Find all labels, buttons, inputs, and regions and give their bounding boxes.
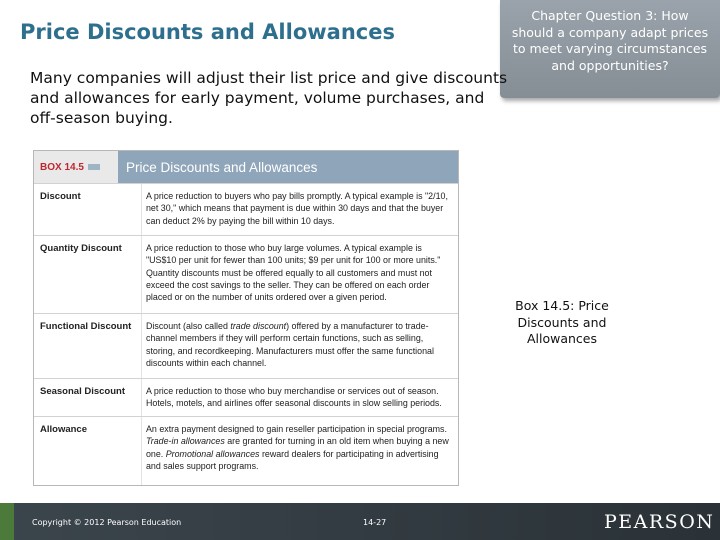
- intro-paragraph: Many companies will adjust their list price and give discounts and allowances for early payment, volume purchases, and off-season buying.: [30, 69, 508, 127]
- row-definition-text: are granted for turning in an old item when buying a new one.: [146, 436, 449, 459]
- row-definition-text: An extra payment designed to gain reseller participation in special programs.: [146, 424, 447, 434]
- box-caption: Box 14.5: Price Discounts and Allowances: [515, 298, 609, 346]
- copyright-text: Copyright © 2012 Pearson Education: [32, 518, 182, 527]
- row-definition: [142, 417, 458, 485]
- row-definition-italic: Trade-in allowances: [146, 436, 225, 447]
- row-term: Allowance: [34, 417, 142, 485]
- box-row-quantity-discount: [34, 235, 458, 313]
- row-definition: A price reduction to those who buy large volumes. A typical example is "US$10 per unit for fewer than 100 units; $9 per unit for 100 or more units." Quantity discounts must be offered equally to all customers and must not exceed the cost savings to the seller. They can be offered on each order placed or on the number of units ordered over a given period.: [146, 243, 441, 303]
- row-term: Discount: [34, 184, 142, 235]
- row-definition-text: ) offered by a manufacturer to trade-channel members if they will perform certain functions, such as selling, storing, and recordkeeping. Manufacturers must offer the same functional discounts within each channel.: [146, 321, 434, 368]
- box-row-allowance: [34, 416, 458, 485]
- row-definition-italic: Promotional allowances: [165, 448, 260, 459]
- box-tag-label: BOX 14.5: [40, 161, 84, 173]
- box-tag: [34, 151, 118, 183]
- page-number: 14-27: [363, 518, 387, 527]
- slide-title: Price Discounts and Allowances: [20, 20, 395, 44]
- footer-bar: [0, 503, 720, 540]
- price-discounts-box: [33, 150, 459, 486]
- footer-accent: [0, 503, 14, 540]
- row-definition-text: reward dealers for participating in advertising and sales support programs.: [146, 448, 439, 471]
- row-term: Functional Discount: [34, 314, 142, 378]
- chapter-question-callout: Chapter Question 3: How should a company adapt prices to meet varying circumstances and opportunities?: [500, 0, 720, 98]
- row-term: Quantity Discount: [34, 236, 142, 313]
- row-definition-italic: trade discount: [230, 321, 287, 331]
- tag-mark-icon: [88, 164, 100, 170]
- pearson-logo: PEARSON: [604, 511, 715, 533]
- box-row-functional-discount: [34, 313, 458, 378]
- box-row-discount: [34, 183, 458, 235]
- box-row-seasonal-discount: [34, 378, 458, 416]
- row-definition: A price reduction to buyers who pay bills promptly. A typical example is "2/10, net 30," which means that payment is due within 30 days and that the buyer can deduct 2% by paying the bill within 10 days.: [146, 191, 448, 226]
- box-header: [34, 151, 458, 183]
- row-definition-text: Discount (also called: [146, 321, 231, 331]
- row-definition: A price reduction to those who buy merchandise or services out of season. Hotels, motels, and airlines offer seasonal discounts in slow selling periods.: [146, 386, 442, 409]
- row-term: Seasonal Discount: [34, 379, 142, 416]
- box-title: Price Discounts and Allowances: [118, 151, 458, 183]
- row-definition: [142, 314, 458, 378]
